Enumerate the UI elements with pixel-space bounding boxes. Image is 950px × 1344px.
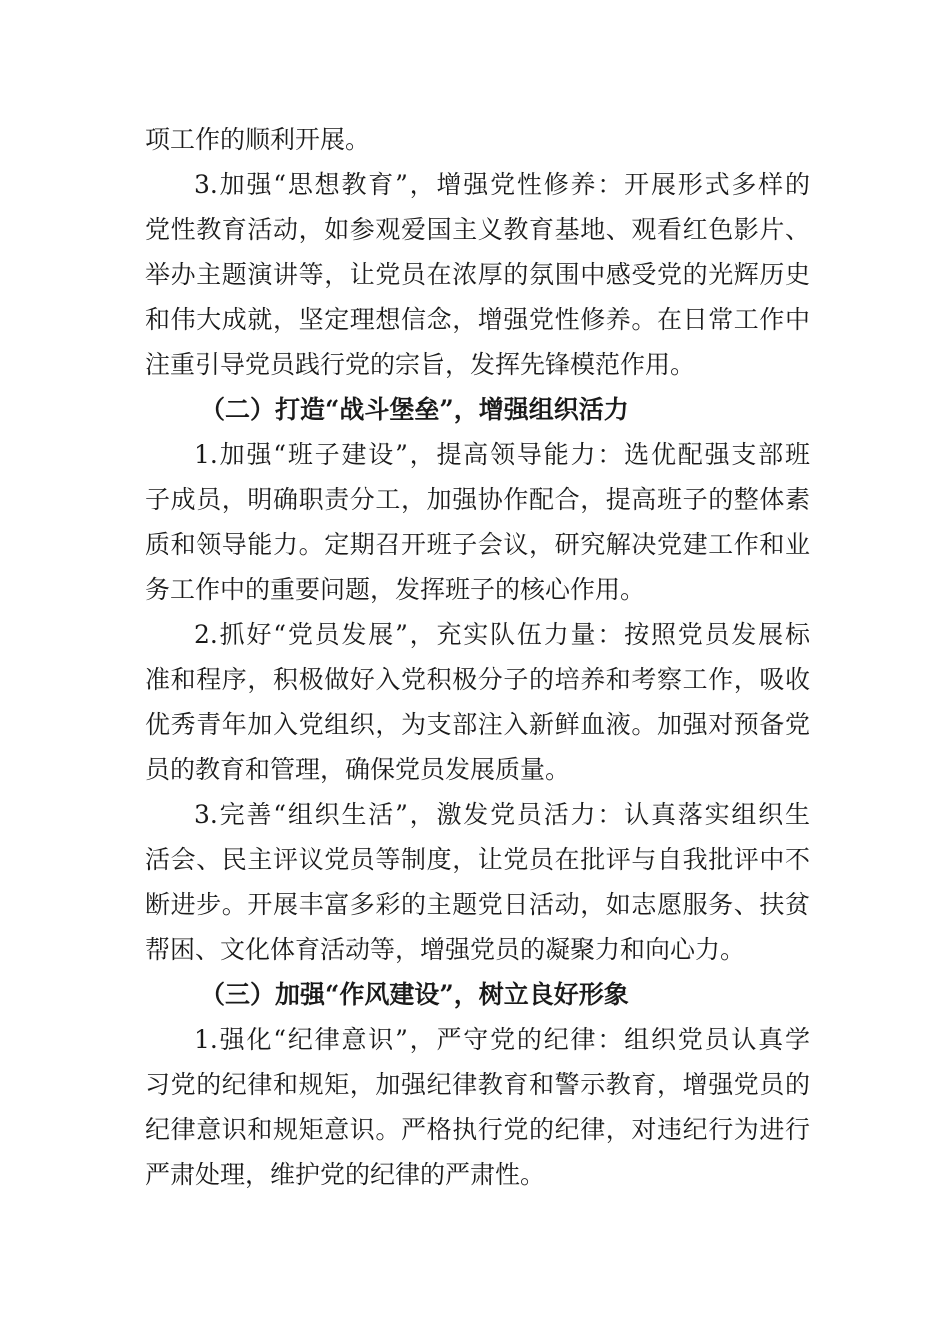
- text-line: 优秀青年加入党组织，为支部注入新鲜血液。加强对预备党: [145, 710, 810, 739]
- text-line: 和伟大成就，坚定理想信念，增强党性修养。在日常工作中: [145, 305, 810, 334]
- text-line: 习党的纪律和规矩，加强纪律教育和警示教育，增强党员的: [145, 1070, 810, 1099]
- text-line: 活会、民主评议党员等制度，让党员在批评与自我批评中不: [145, 845, 810, 874]
- text-line: 准和程序，积极做好入党积极分子的培养和考察工作，吸收: [145, 665, 810, 694]
- text-line: 3.完善“组织生活”，激发党员活力：认真落实组织生: [194, 800, 810, 829]
- section-heading: （三）加强“作风建设”，树立良好形象: [200, 980, 629, 1009]
- text-line: 2.抓好“党员发展”，充实队伍力量：按照党员发展标: [194, 620, 810, 649]
- text-line: 举办主题演讲等，让党员在浓厚的氛围中感受党的光辉历史: [145, 260, 810, 289]
- text-line: 帮困、文化体育活动等，增强党员的凝聚力和向心力。: [145, 935, 746, 964]
- text-line: 3.加强“思想教育”，增强党性修养：开展形式多样的: [194, 170, 810, 199]
- text-line: 1.强化“纪律意识”，严守党的纪律：组织党员认真学: [194, 1025, 810, 1054]
- text-line: 质和领导能力。定期召开班子会议，研究解决党建工作和业: [145, 530, 810, 559]
- text-line: 断进步。开展丰富多彩的主题党日活动，如志愿服务、扶贫: [145, 890, 810, 919]
- text-line: 注重引导党员践行党的宗旨，发挥先锋模范作用。: [145, 350, 696, 379]
- text-line: 员的教育和管理，确保党员发展质量。: [145, 755, 571, 784]
- text-line: 子成员，明确职责分工，加强协作配合，提高班子的整体素: [145, 485, 810, 514]
- text-line: 党性教育活动，如参观爱国主义教育基地、观看红色影片、: [145, 215, 810, 244]
- text-line: 务工作中的重要问题，发挥班子的核心作用。: [145, 575, 646, 604]
- text-line: 项工作的顺利开展。: [145, 125, 371, 154]
- text-line: 严肃处理，维护党的纪律的严肃性。: [145, 1160, 546, 1189]
- section-heading: （二）打造“战斗堡垒”，增强组织活力: [200, 395, 629, 424]
- text-line: 纪律意识和规矩意识。严格执行党的纪律，对违纪行为进行: [145, 1115, 810, 1144]
- text-line: 1.加强“班子建设”，提高领导能力：选优配强支部班: [194, 440, 810, 469]
